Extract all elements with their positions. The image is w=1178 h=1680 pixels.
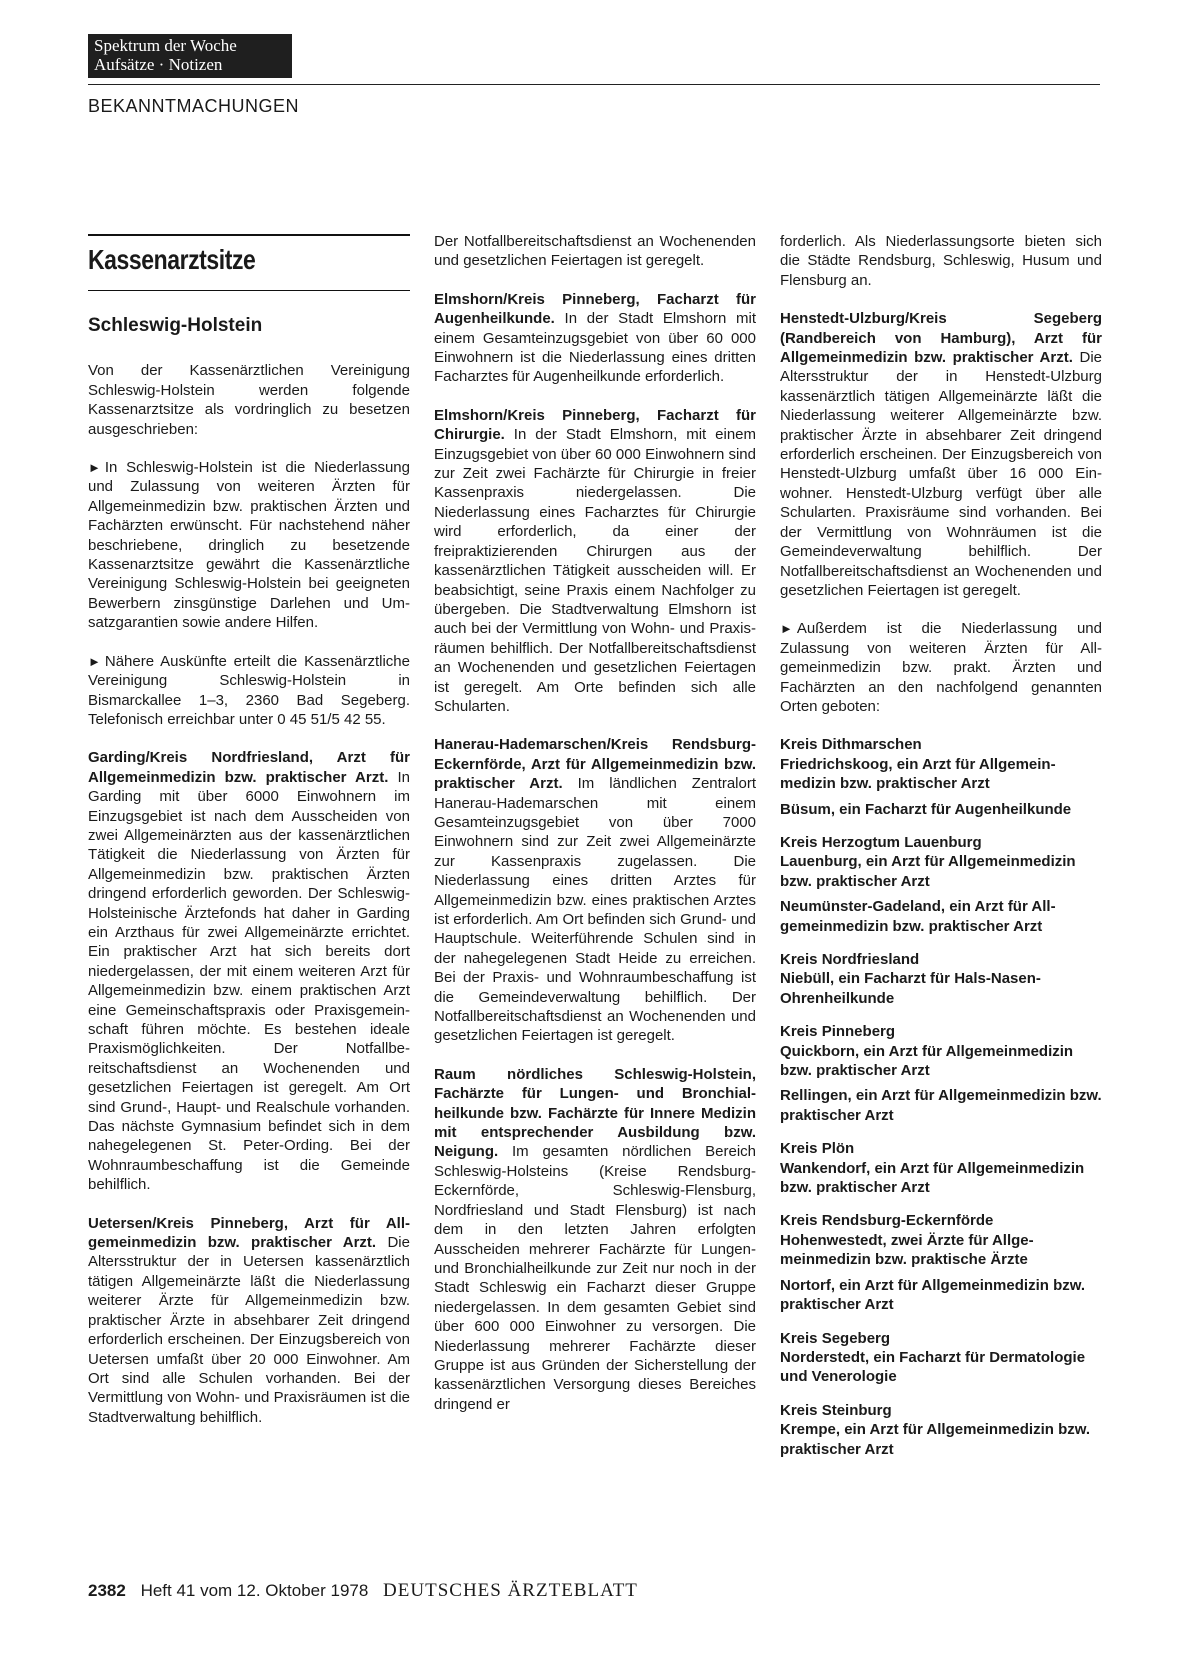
continuation-paragraph: forderlich. Als Niederlassungsorte bieten sich die Städte Rendsburg, Schleswig, Husum und Flensburg an. (780, 233, 1102, 289)
kreis-block (780, 1139, 1102, 1197)
bullet-paragraph-1 (88, 458, 410, 633)
listing-body: Die Altersstruktur der in Uetersen kassenärztlich tätigen Allgemeinärzte läßt die Niederlassung weiterer Ärzte für Allgemeinmedizin bzw. praktischer Ärzte in absehbarer Zeit dringend erforderlich erscheinen. Der Einzugsbereich von Uetersen umfaßt über 20 000 Einwohner. Am Ort sind alle Schulen vorhanden. Bei der Vermittlung von Wohn- und Praxisräumen ist die Stadtverwaltung behilflich. (88, 1234, 410, 1426)
listing-body: In der Stadt Elmshorn, mit einem Einzugsgebiet von über 60 000 Einwohnern sind zur Zeit zwei Fachärzte für Chirurgie in freier Kassenpraxis niedergelassen. Die Niederlassung eines Facharztes für Chirurgie wird erforderlich, da einer der freipraktizierenden Chirurgen aus der kassenärztlichen Tätigkeit ausscheiden will. Er beabsichtigt, seine Praxis einem Nachfolger zu übergeben. Die Stadtverwaltung Elmshorn ist auch bei der Vermittlung von Wohn- und Praxisräumen behilflich. Der Notfallbereitschaftsdienst an Wochenenden und gesetzlichen Feiertagen ist geregelt. Am Orte befinden sich alle Schularten. (434, 426, 756, 715)
kreis-item: Quickborn, ein Arzt für Allgemeinmedizin bzw. praktischer Arzt (780, 1042, 1074, 1080)
issue-info: Heft 41 vom 12. Oktober 1978 (140, 1581, 369, 1600)
kreis-block (780, 1401, 1102, 1459)
kreis-item: Lauenburg, ein Arzt für Allgemeinmedizin bzw. praktischer Arzt (780, 853, 1076, 890)
column-3 (780, 232, 1102, 1473)
arrow-icon: ► (780, 621, 793, 637)
kreis-item: Rellingen, ein Arzt für Allgemeinmedizin bzw. praktischer Arzt (780, 1087, 1102, 1124)
kreis-item: Wankendorf, ein Arzt für Allgemeinmedizin bzw. praktischer Arzt (780, 1159, 1085, 1197)
listing-body: Im gesamten nördlichen Bereich Schleswig-Holsteins (Kreise Rendsburg-Eckernförde, Schleswig-Flensburg, Nordfriesland und Stadt Flensburg) ist nach dem in den letzten Jahren erfolgten Ausscheiden mehrerer Fachärzte für Lungen- und Bronchialheilkunde zur Zeit nur noch in der Stadt Schleswig ein Facharzt dieser Gruppe niedergelassen. In dem gesamten Gebiet sind über 600 000 Einwohner zu versorgen. Die Niederlassung mehrerer Fachärzte dieser Gruppe ist aus Gründen der Sicherstellung der kassenärztlichen Versorgung dieses Bereiches dringend er (434, 1143, 756, 1413)
magazine-name: DEUTSCHES ÄRZTEBLATT (383, 1580, 638, 1601)
bullet-text-2: Nähere Auskünfte erteilt die Kassenärztliche Vereinigung Schleswig-Holstein in Bismarckallee 1–3, 2360 Bad Segeberg. Telefonisch erreichbar unter 0 45 51/5 42 55. (88, 652, 410, 728)
column-2 (434, 232, 756, 1433)
listing-heading: Garding/Kreis Nordfriesland, Arzt für Allgemeinmedizin bzw. praktischer Arzt. (88, 749, 410, 786)
kreis-item: Norderstedt, ein Facharzt für Dermatologie und Venerologie (780, 1348, 1086, 1386)
listing-raum-nord (434, 1065, 756, 1414)
bullet-paragraph-2 (88, 652, 410, 730)
kreis-item: Büsum, ein Facharzt für Augenheilkunde (780, 800, 1072, 818)
kreis-heading: Kreis Plön (780, 1140, 855, 1158)
listing-garding (88, 748, 410, 1194)
kreis-heading: Kreis Segeberg (780, 1329, 891, 1347)
listing-uetersen (88, 1214, 410, 1427)
kreis-heading: Kreis Nordfriesland (780, 951, 920, 968)
listing-heading: Raum nördliches Schleswig-Holstein, Fachärzte für Lungen- und Bronchialheilkunde bzw. Fachärzte für Innere Medizin mit entsprechender Ausbildung bzw. Neigung. (434, 1065, 756, 1161)
kreis-list (780, 735, 1102, 1459)
header-rule (88, 84, 1100, 85)
listing-henstedt (780, 309, 1102, 600)
arrow-icon: ► (88, 460, 101, 476)
intro-paragraph: Von der Kassenärztlichen Vereinigung Schleswig-Holstein werden folgende Kassenarztsitze als vordringlich zu besetzen ausgeschrieben: (88, 362, 410, 438)
listing-elmshorn-chirurgie (434, 406, 756, 717)
continuation-paragraph: Der Notfallbereitschaftsdienst an Wochenenden und gesetzlichen Feiertagen ist geregelt. (434, 233, 756, 270)
page-footer (88, 1580, 638, 1602)
kreis-item: Neumünster-Gadeland, ein Arzt für Allgemeinmedizin bzw. praktischer Arzt (780, 898, 1056, 935)
kreis-item: Niebüll, ein Facharzt für Hals-Nasen-Ohrenheilkunde (780, 970, 1041, 1007)
page-title: Kassenarztsitze (88, 244, 256, 275)
listing-elmshorn-augen (434, 290, 756, 387)
kreis-item: Nortorf, ein Arzt für Allgemeinmedizin bzw. praktischer Arzt (780, 1276, 1086, 1314)
kreis-block (780, 1211, 1102, 1314)
section-label: BEKANNTMACHUNGEN (88, 96, 300, 116)
bullet-text-1: In Schleswig-Holstein ist die Niederlassung und Zulassung von weiteren Ärzten für Allgemeinmedizin bzw. praktischen Ärzten und Fachärzten erwünscht. Für nachstehend näher beschriebene, dringlich zu besetzende Kassenarztsitze gewährt die Kassenärztliche Vereinigung Schleswig-Holstein bei geeigneten Bewerbern zinsgünstige Darlehen und Umsatzgarantien sowie andere Hilfen. (88, 459, 410, 632)
kreis-block (780, 833, 1102, 936)
kreis-heading: Kreis Rendsburg-Eckernförde (780, 1212, 994, 1230)
kreis-item: Friedrichskoog, ein Arzt für Allgemeinmedizin bzw. praktischer Arzt (780, 755, 1056, 793)
listing-hanerau (434, 735, 756, 1046)
listing-heading: Uetersen/Kreis Pinneberg, Arzt für Allgemeinmedizin bzw. praktischer Arzt. (88, 1214, 410, 1252)
kreis-heading: Kreis Pinneberg (780, 1023, 896, 1041)
header-box-line1: Spektrum der Woche (94, 36, 237, 55)
listing-body: Die Altersstruktur der in Henstedt-Ulzburg kassenärztlich tätigen Allgemeinärzte läßt die Niederlassung weiterer Allgemeinärzte bzw. praktischer Ärzte in absehbarer Zeit dringend erforderlich erscheinen. Der Einzugsbereich von Henstedt-Ulzburg umfaßt über 16 000 Einwohner. Henstedt-Ulzburg verfügt über alle Schularten. Praxisräume sind vorhanden. Bei der Vermittlung von Wohnräumen ist die Gemeindeverwaltung behilflich. Der Notfallbereitschaftsdienst an Wochenenden und gesetzlichen Feiertagen ist geregelt. (780, 349, 1102, 599)
listing-heading: Elmshorn/Kreis Pinneberg, Facharzt für Augenheilkunde. (434, 290, 756, 328)
bullet-paragraph-3 (780, 619, 1102, 716)
title-rule-bottom (88, 290, 410, 291)
kreis-block (780, 1022, 1102, 1125)
kreis-block (780, 735, 1102, 819)
bullet-text-3: Außerdem ist die Niederlassung und Zulassung von weiteren Ärzten für Allgemeinmedizin bzw. prakt. Ärzten und Fachärzten an den nachfolgend genannten Orten geboten: (780, 620, 1102, 715)
header-box-line2: Aufsätze · Notizen (94, 55, 223, 74)
section-header-box (88, 34, 292, 78)
page-number: 2382 (88, 1581, 126, 1600)
kreis-heading: Kreis Dithmarschen (780, 736, 922, 754)
listing-heading: Hanerau-Hademarschen/Kreis Rendsburg-Eckernförde, Arzt für Allgemeinmedizin bzw. praktischer Arzt. (434, 736, 756, 793)
arrow-icon: ► (88, 653, 101, 669)
kreis-item: Krempe, ein Arzt für Allgemeinmedizin bzw. praktischer Arzt (780, 1421, 1091, 1458)
title-rule-top (88, 234, 410, 236)
listing-body: In Garding mit über 6000 Einwohnern im Einzugsgebiet ist nach dem Ausscheiden von zwei Allgemeinärzten aus der kassenärztlichen Tätigkeit die Niederlassung von Ärzten für Allgemeinmedizin bzw. praktischen Ärzten dringend erforderlich geworden. Der Schleswig-Holsteinische Ärztefonds hat daher in Garding ein Arzthaus für zwei Allgemeinärzte errichtet. Ein praktischer Arzt hat sich bereits dort niedergelassen, der mit einem weiteren Arzt für Allgemeinmedizin bzw. einem praktischen Arzt eine Gemeinschaftspraxis oder Praxisgemeinschaft führen möchte. Es bestehen ideale Praxismöglichkeiten. Der Notfallbereitschaftsdienst an Wochenenden und gesetzlichen Feiertagen ist geregelt. Am Ort sind Grund-, Haupt- und Realschule vorhanden. Das nächste Gymnasium befindet sich in dem nahegelegenen St. Peter-Ording. Bei der Wohnraumbeschaffung ist die Gemeinde behilflich. (88, 768, 410, 1194)
listing-heading: Henstedt-Ulzburg/Kreis Segeberg (Randbereich von Hamburg), Arzt für Allgemeinmedizin bzw. praktischer Arzt. (780, 310, 1102, 367)
listing-body: Im ländlichen Zentralort Hanerau-Hademarschen mit einem Gesamteinzugsgebiet von über 7000 Einwohnern sind zur Zeit zwei Allgemeinärzte zur Kassenpraxis zugelassen. Die Niederlassung eines dritten Arztes für Allgemeinmedizin bzw. eines praktischen Arztes ist erforderlich. Am Ort befinden sich Grund- und Hauptschule. Weiterführende Schulen sind in der nahegelegenen Stadt Heide zu erreichen. Bei der Praxis- und Wohnraumbeschaffung ist die Gemeindeverwaltung behilflich. Der Notfallbereitschaftsdienst an Wochenenden und gesetzlichen Feiertagen ist geregelt. (434, 775, 756, 1045)
kreis-block (780, 950, 1102, 1008)
listing-heading: Elmshorn/Kreis Pinneberg, Facharzt für Chirurgie. (434, 406, 756, 444)
listing-body: In der Stadt Elmshorn mit einem Gesamteinzugsgebiet von über 60 000 Einwohnern ist die Niederlassung eines dritten Facharztes für Augenheilkunde erforderlich. (434, 310, 756, 386)
subtitle: Schleswig-Holstein (88, 315, 263, 336)
kreis-heading: Kreis Herzogtum Lauenburg (780, 833, 982, 851)
column-1 (88, 316, 410, 1446)
kreis-block (780, 1329, 1102, 1387)
kreis-item: Hohenwestedt, zwei Ärzte für Allgemeinmedizin bzw. praktische Ärzte (780, 1231, 1034, 1269)
kreis-heading: Kreis Steinburg (780, 1401, 892, 1419)
